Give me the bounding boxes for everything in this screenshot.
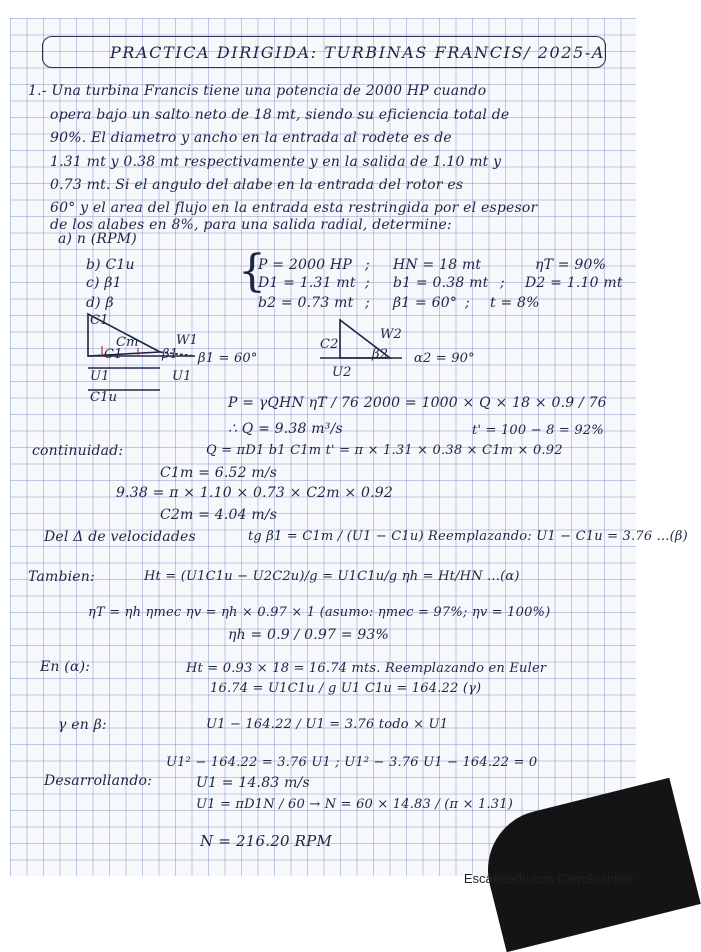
step-label: Tambien: bbox=[28, 569, 95, 585]
scanner-watermark: Escaneado con CamScanner bbox=[463, 871, 633, 886]
problem-line: 1.31 mt y 0.38 mt respectivamente y en la salida de 1.10 mt y bbox=[50, 154, 502, 170]
page-title: PRACTICA DIRIGIDA: TURBINAS FRANCIS/ 2025-A bbox=[110, 43, 606, 62]
scanned-page bbox=[10, 18, 688, 876]
problem-line: opera bajo un salto neto de 18 mt, siendo su eficiencia total de bbox=[50, 107, 510, 123]
speed-equation: U1 = πD1N / 60 → N = 60 × 14.83 / (π × 1.31) bbox=[196, 797, 514, 812]
step-label: Desarrollando: bbox=[44, 773, 153, 789]
problem-line: 1.- Una turbina Francis tiene una potencia de 2000 HP cuando bbox=[28, 83, 487, 99]
given-value: β1 = 60° bbox=[393, 295, 458, 311]
flow-result: ∴ Q = 9.38 m³/s bbox=[228, 421, 343, 437]
diagram-label: W2 bbox=[380, 327, 403, 342]
problem-line: de los alabes en 8%, para una salida radial, determine: bbox=[50, 217, 452, 233]
question-item: c) β1 bbox=[86, 275, 122, 291]
step-label: continuidad: bbox=[32, 443, 124, 459]
step-label: Del Δ de velocidades bbox=[44, 529, 196, 545]
given-value: HN = 18 mt bbox=[393, 257, 482, 273]
question-item: b) C1u bbox=[86, 257, 135, 273]
given-sep: ; bbox=[465, 295, 470, 311]
inlet-angle: β1 = 60° bbox=[198, 351, 258, 366]
diagram-label: W1 bbox=[176, 333, 199, 348]
u1-result: U1 = 14.83 m/s bbox=[196, 775, 310, 791]
problem-line: 90%. El diametro y ancho en la entrada al rodete es de bbox=[50, 130, 452, 146]
diagram-label: β2 bbox=[372, 347, 389, 362]
given-value: P = 2000 HP bbox=[258, 257, 352, 273]
given-sep: ; bbox=[365, 275, 370, 291]
given-value: ηT = 90% bbox=[535, 257, 607, 273]
triangle-equation: tg β1 = C1m / (U1 − C1u) Reemplazando: U1 − C1u = 3.76 ...(β) bbox=[248, 529, 688, 544]
given-value: t = 8% bbox=[490, 295, 540, 311]
c2m-result: C2m = 4.04 m/s bbox=[160, 507, 278, 523]
diagram-label: β1 bbox=[162, 347, 179, 362]
given-sep: ; bbox=[365, 257, 370, 273]
outlet-angle: α2 = 90° bbox=[414, 351, 475, 366]
quadratic-equation: U1² − 164.22 = 3.76 U1 ; U1² − 3.76 U1 − 164.22 = 0 bbox=[166, 755, 538, 770]
diagram-label: U1 bbox=[172, 369, 192, 384]
problem-line: 0.73 mt. Si el angulo del alabe en la entrada del rotor es bbox=[50, 177, 464, 193]
question-item: a) n (RPM) bbox=[58, 231, 137, 247]
diagram-label: C1u bbox=[90, 390, 118, 405]
head-equation-2: 16.74 = U1C1u / g U1 C1u = 164.22 (γ) bbox=[210, 681, 482, 696]
given-value: b2 = 0.73 mt bbox=[258, 295, 354, 311]
power-equation: P = γQHN ηT / 76 2000 = 1000 × Q × 18 × 0.9 / 76 bbox=[228, 395, 607, 411]
speed-result: N = 216.20 RPM bbox=[200, 832, 333, 850]
continuity-equation: Q = πD1 b1 C1m t' = π × 1.31 × 0.38 × C1m × 0.92 bbox=[206, 443, 563, 458]
efficiency-equation: ηT = ηh ηmec ηv = ηh × 0.97 × 1 (asumo: ηmec = 97%; ηv = 100%) bbox=[88, 605, 551, 620]
t-note: t' = 100 − 8 = 92% bbox=[472, 423, 604, 438]
step-label: γ en β: bbox=[58, 717, 107, 733]
diagram-label: C1 bbox=[90, 313, 109, 328]
c1m-result: C1m = 6.52 m/s bbox=[160, 465, 278, 481]
diagram-label: U2 bbox=[332, 365, 352, 380]
hydraulic-efficiency: ηh = 0.9 / 0.97 = 93% bbox=[228, 627, 390, 643]
substitution-equation: U1 − 164.22 / U1 = 3.76 todo × U1 bbox=[206, 717, 449, 732]
given-sep: ; bbox=[365, 295, 370, 311]
step-label: En (α): bbox=[40, 659, 91, 675]
diagram-label: U1 bbox=[90, 369, 110, 384]
head-equation: Ht = 0.93 × 18 = 16.74 mts. Reemplazando en Euler bbox=[186, 661, 547, 676]
given-sep: ; bbox=[500, 275, 505, 291]
question-item: d) β bbox=[86, 295, 114, 311]
euler-equation: Ht = (U1C1u − U2C2u)/g = U1C1u/g ηh = Ht/HN ...(α) bbox=[144, 569, 520, 584]
c2m-equation: 9.38 = π × 1.10 × 0.73 × C2m × 0.92 bbox=[116, 485, 393, 501]
given-value: D1 = 1.31 mt bbox=[258, 275, 356, 291]
diagram-label: C2 bbox=[320, 337, 339, 352]
brace: { bbox=[238, 246, 267, 297]
given-value: b1 = 0.38 mt bbox=[393, 275, 489, 291]
diagram-label: C1 bbox=[104, 347, 123, 362]
given-value: D2 = 1.10 mt bbox=[525, 275, 623, 291]
problem-line: 60° y el area del flujo en la entrada esta restringida por el espesor bbox=[50, 200, 538, 216]
diagram-label: Cm bbox=[116, 335, 139, 350]
